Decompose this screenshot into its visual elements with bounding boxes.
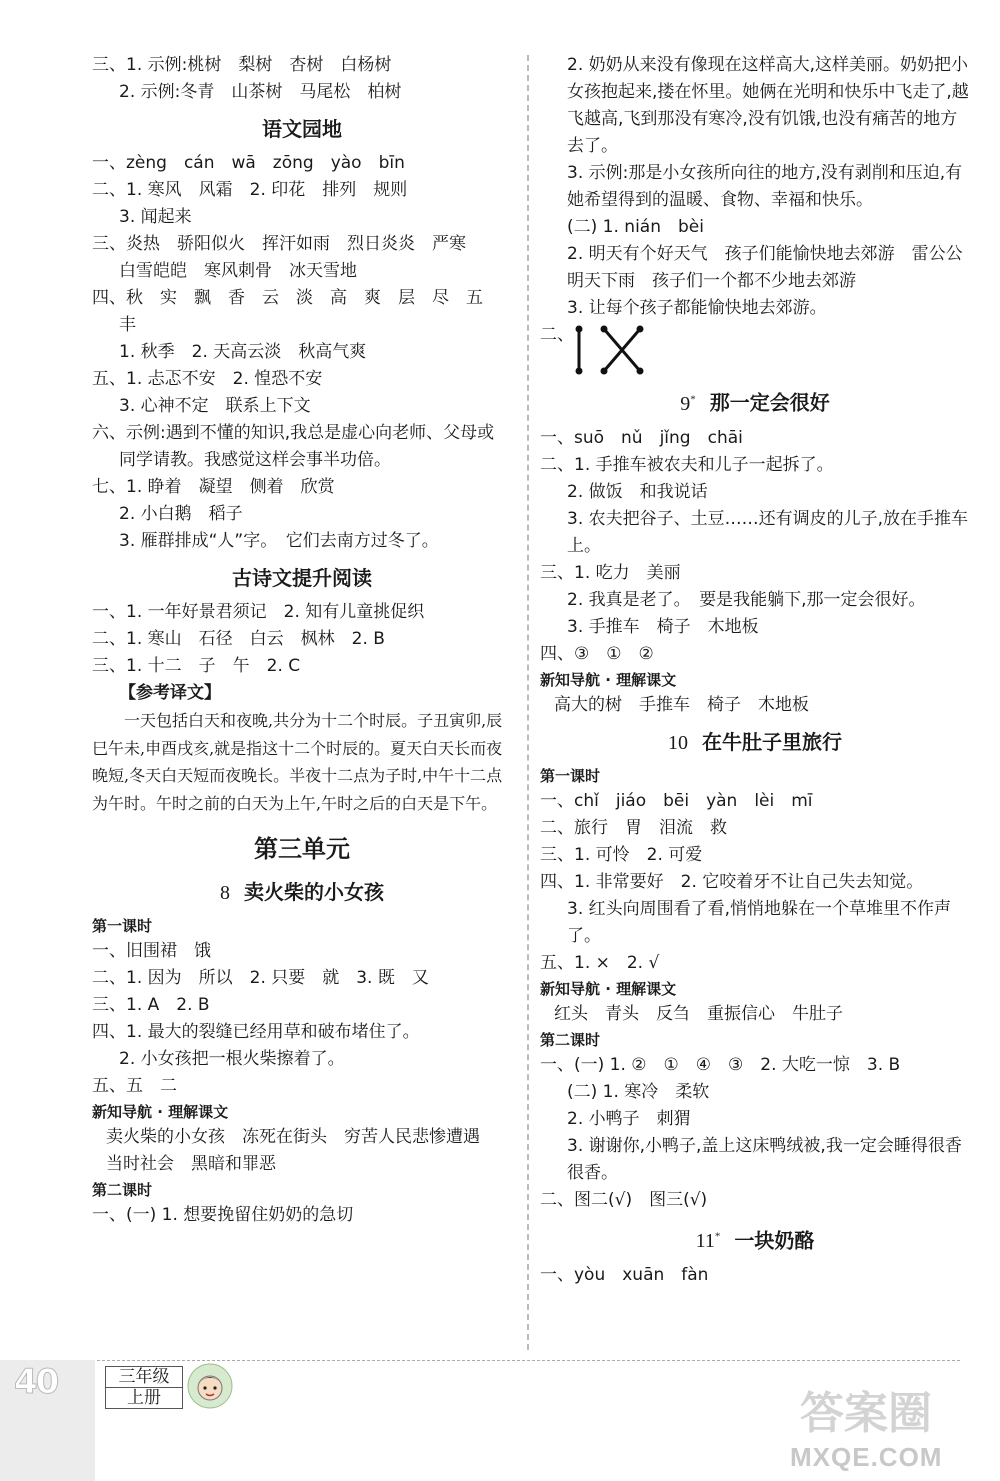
answer-paragraph: 3. 农夫把谷子、土豆……还有调皮的儿子,放在手推车上。 <box>567 508 969 556</box>
lesson-heading <box>540 384 970 419</box>
answer-line: 四、秋 实 飘 香 云 淡 高 爽 层 尽 五 <box>92 288 483 308</box>
answer-line: 二、1. 寒风 风霜 2. 印花 排列 规则 <box>92 180 408 200</box>
answer-line: 七、1. 睁着 凝望 侧着 欣赏 <box>92 477 335 497</box>
translation-label: 【参考译文】 <box>119 683 221 703</box>
answer-line: 四、1. 非常要好 2. 它咬着牙不让自己失去知觉。 <box>540 871 924 892</box>
lesson-title: 那一定会很好 <box>709 390 830 415</box>
answer-line: 卖火柴的小女孩 冻死在街头 穷苦人民悲惨遭遇 <box>106 1127 480 1147</box>
answer-line: 一、zèng cán wā zōng yào bīn <box>92 153 405 173</box>
answer-line: 3. 手推车 椅子 木地板 <box>567 616 759 637</box>
answer-line: 当时社会 黑暗和罪恶 <box>106 1154 276 1174</box>
answer-line: 六、示例:遇到不懂的知识,我总是虚心向老师、父母或 <box>92 423 495 443</box>
lesson-number: 10 <box>668 731 688 754</box>
answer-line: 一、1. 一年好景君须记 2. 知有儿童挑促织 <box>92 602 425 622</box>
watermark-url: MXQE.COM <box>790 1442 943 1472</box>
answer-line: 白雪皑皑 寒风刺骨 冰天雪地 <box>119 261 357 281</box>
answer-line: (二) 1. 寒冷 柔软 <box>567 1081 710 1102</box>
answer-line: 二、1. 因为 所以 2. 只要 就 3. 既 又 <box>92 968 429 988</box>
column-divider <box>527 55 529 1350</box>
answer-line: 四、③ ① ② <box>540 643 654 664</box>
answer-line: 一、(一) 1. ② ① ④ ③ 2. 大吃一惊 3. B <box>540 1054 901 1075</box>
answer-line: 三、1. 吃力 美丽 <box>540 562 681 583</box>
lesson-heading <box>92 877 512 908</box>
section-heading: 古诗文提升阅读 <box>232 566 372 590</box>
answer-line: 二、旅行 胃 泪流 救 <box>540 817 727 838</box>
answer-line: 2. 小女孩把一根火柴擦着了。 <box>119 1049 345 1069</box>
answer-line: 2. 我真是老了。 要是我能躺下,那一定会很好。 <box>567 589 926 610</box>
lesson-heading <box>540 1222 970 1257</box>
watermark-logo <box>800 1382 980 1442</box>
matching-answer <box>540 322 970 376</box>
answer-line: 五、1. × 2. √ <box>540 952 660 973</box>
subheading: 第二课时 <box>92 1181 153 1199</box>
answer-paragraph: 3. 红头向周围看了看,悄悄地躲在一个草堆里不作声了。 <box>567 898 952 946</box>
subheading: 新知导航 · 理解课文 <box>540 979 677 998</box>
answer-line: 二、1. 寒山 石径 白云 枫林 2. B <box>92 629 385 649</box>
right-column <box>540 52 980 1289</box>
left-column <box>92 52 512 1229</box>
answer-line: 一、chǐ jiáo bēi yàn lèi mī <box>540 790 813 811</box>
answer-line: 三、1. 示例:桃树 梨树 杏树 白杨树 <box>92 55 392 75</box>
answer-line: 红头 青头 反刍 重振信心 牛肚子 <box>554 1003 843 1024</box>
answer-line: 2. 示例:冬青 山茶树 马尾松 柏树 <box>119 82 402 102</box>
grade-label <box>105 1366 183 1409</box>
answer-line: 一、suō nǔ jǐng chāi <box>540 427 743 448</box>
answer-line: 1. 秋季 2. 天高云淡 秋高气爽 <box>119 342 367 362</box>
answer-line: 丰 <box>119 315 136 335</box>
subheading: 新知导航 · 理解课文 <box>92 1103 229 1121</box>
answer-line: 高大的树 手推车 椅子 木地板 <box>554 694 809 715</box>
answer-line: 五、1. 忐忑不安 2. 惶恐不安 <box>92 369 323 389</box>
lesson-title: 在牛肚子里旅行 <box>702 729 842 754</box>
subheading: 第一课时 <box>540 766 601 785</box>
footer-divider <box>92 1360 960 1361</box>
svg-text:答案圈: 答案圈 <box>800 1388 932 1439</box>
subheading: 新知导航 · 理解课文 <box>540 670 677 689</box>
answer-line: 2. 做饭 和我说话 <box>567 481 708 502</box>
answer-line: 五、五 二 <box>92 1076 177 1096</box>
lesson-number: 8 <box>220 882 230 904</box>
answer-line: 一、yòu xuān fàn <box>540 1265 709 1286</box>
answer-paragraph: 3. 谢谢你,小鸭子,盖上这床鸭绒被,我一定会睡得很香很香。 <box>567 1135 962 1183</box>
answer-line: 二、1. 手推车被农夫和儿子一起拆了。 <box>540 454 834 475</box>
lesson-title: 一块奶酪 <box>734 1228 815 1253</box>
lesson-title: 卖火柴的小女孩 <box>244 880 384 904</box>
grade-text: 三年级 <box>118 1367 170 1387</box>
answer-line: 3. 让每个孩子都能愉快地去郊游。 <box>567 298 827 318</box>
answer-line: 同学请教。我感觉这样会事半功倍。 <box>119 450 391 470</box>
answer-line: 三、1. A 2. B <box>92 995 210 1015</box>
answer-label: 二、 <box>540 325 574 345</box>
answer-paragraph: 3. 示例:那是小女孩所向往的地方,没有剥削和压迫,有她希望得到的温暖、食物、幸福和快乐。 <box>567 163 963 210</box>
volume-text: 上册 <box>106 1387 182 1408</box>
answer-line: 三、炎热 骄阳似火 挥汗如雨 烈日炎炎 严寒 <box>92 234 466 254</box>
answer-line: (二) 1. nián bèi <box>567 217 704 237</box>
answer-line: 2. 小鸭子 刺猬 <box>567 1108 691 1129</box>
answer-line: 四、1. 最大的裂缝已经用草和破布堵住了。 <box>92 1022 420 1042</box>
answer-paragraph: 2. 明天有个好天气 孩子们能愉快地去郊游 雷公公 明天下雨 孩子们一个都不少地去郊游 <box>567 244 980 291</box>
lesson-number: 11* <box>695 1230 721 1253</box>
answer-line: 3. 心神不定 联系上下文 <box>119 396 311 416</box>
answer-line: 3. 雁群排成“人”字。 它们去南方过冬了。 <box>119 531 439 551</box>
answer-line: 一、(一) 1. 想要挽留住奶奶的急切 <box>92 1205 354 1225</box>
answer-line: 三、1. 可怜 2. 可爱 <box>540 844 703 865</box>
answer-paragraph: 2. 奶奶从来没有像现在这样高大,这样美丽。奶奶把小女孩抱起来,搂在怀里。她俩在光明和快乐中飞走了,越飞越高,飞到那没有寒冷,没有饥饿,也没有痛苦的地方去了。 <box>567 55 969 156</box>
matching-lines-diagram <box>570 324 650 376</box>
answer-line: 二、图二(√) 图三(√) <box>540 1189 708 1210</box>
answer-line: 一、旧围裙 饿 <box>92 941 211 961</box>
translation-text: 一天包括白天和夜晚,共分为十二个时辰。子丑寅卯,辰巳午未,申酉戌亥,就是指这十二个时辰的。夏天白天长而夜晚短,冬天白天短而夜晚长。半夜十二点为子时,中午十二点为午时。午时之前的白天为上午,午时之后的白天是下午。 <box>92 711 503 813</box>
answer-line: 三、1. 十二 子 午 2. C <box>92 656 301 676</box>
answer-line: 2. 小白鹅 稻子 <box>119 504 243 524</box>
lesson-heading <box>540 727 970 758</box>
section-heading: 语文园地 <box>262 117 342 141</box>
subheading: 第一课时 <box>92 917 153 935</box>
unit-heading: 第三单元 <box>254 835 350 863</box>
student-avatar-icon <box>186 1362 234 1410</box>
answer-line: 3. 闻起来 <box>119 207 192 227</box>
lesson-number: 9* <box>680 392 696 415</box>
subheading: 第二课时 <box>540 1030 601 1049</box>
page-number: 40 <box>14 1362 58 1402</box>
